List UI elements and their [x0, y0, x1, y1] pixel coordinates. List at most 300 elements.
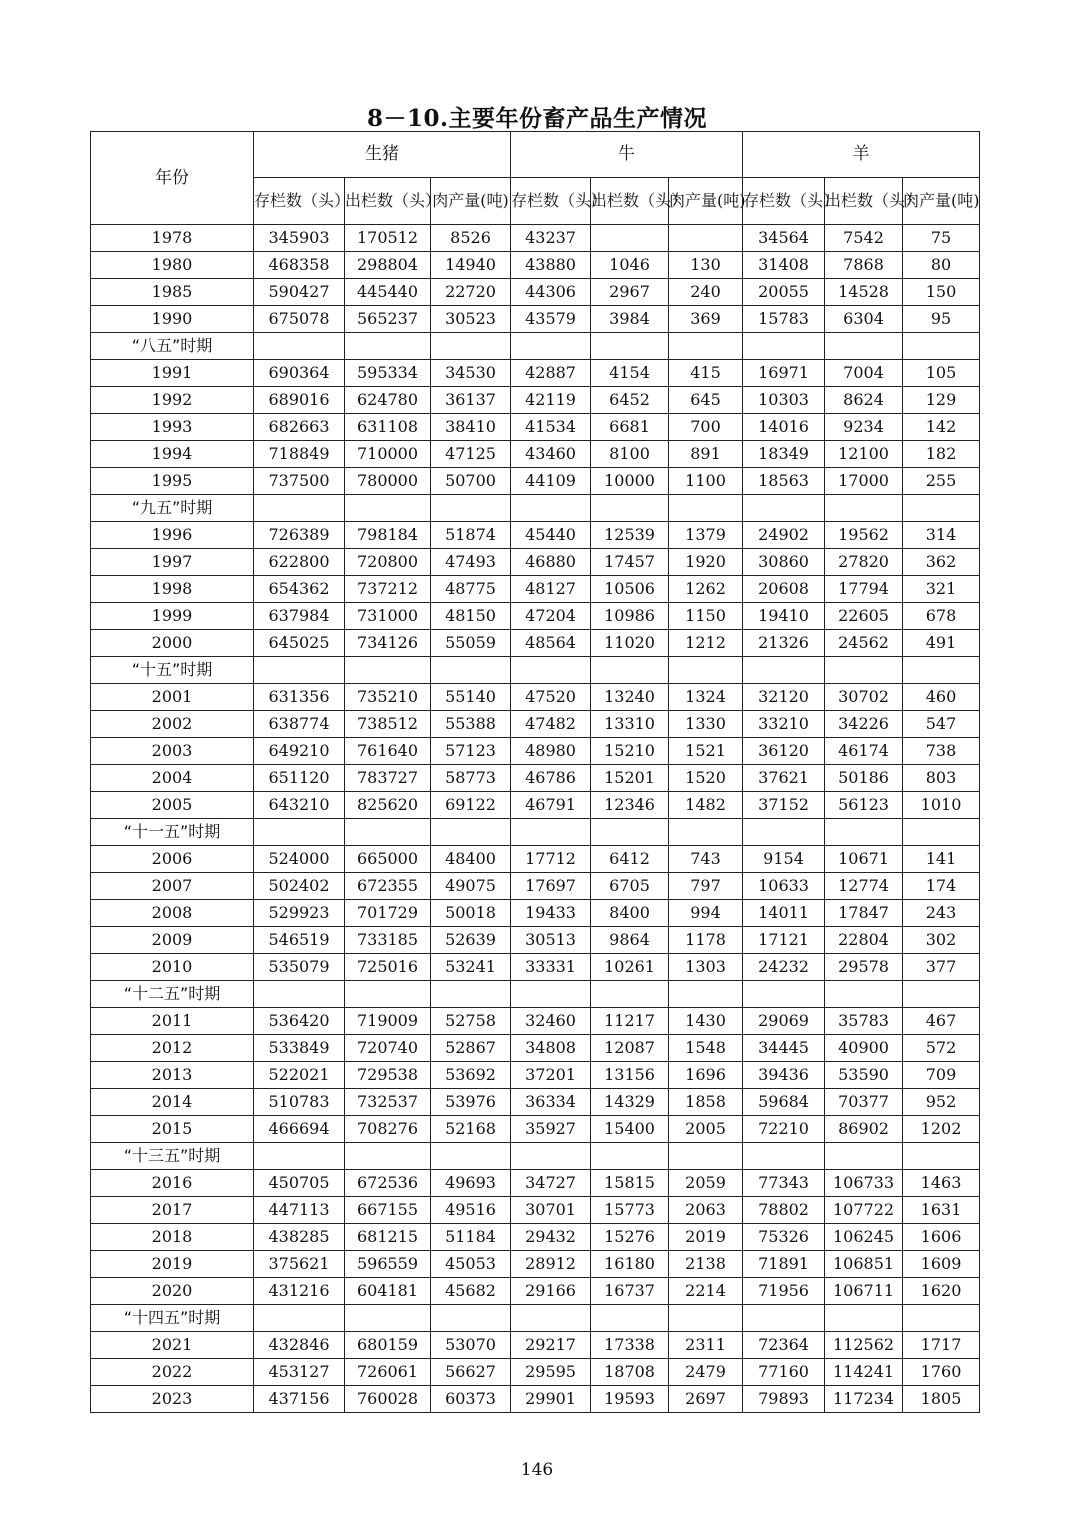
year-cell: 2014: [91, 1089, 254, 1116]
value-cell: 438285: [254, 1224, 345, 1251]
year-cell: 2021: [91, 1332, 254, 1359]
value-cell: 30513: [511, 927, 591, 954]
year-cell: 2010: [91, 954, 254, 981]
value-cell: 17712: [511, 846, 591, 873]
value-cell: 994: [669, 900, 743, 927]
value-cell: 17457: [591, 549, 669, 576]
value-cell: 30523: [431, 306, 511, 333]
subcolumn-header: 存栏数（头）: [743, 178, 825, 225]
value-cell: 78802: [743, 1197, 825, 1224]
value-cell: 4154: [591, 360, 669, 387]
empty-cell: [345, 495, 431, 522]
value-cell: 667155: [345, 1197, 431, 1224]
value-cell: 590427: [254, 279, 345, 306]
value-cell: 637984: [254, 603, 345, 630]
value-cell: 12539: [591, 522, 669, 549]
subcolumn-header: 出栏数（头）: [591, 178, 669, 225]
value-cell: 622800: [254, 549, 345, 576]
value-cell: 19562: [825, 522, 903, 549]
year-cell: 2019: [91, 1251, 254, 1278]
value-cell: 36334: [511, 1089, 591, 1116]
empty-cell: [903, 495, 980, 522]
table-row: [91, 306, 980, 333]
value-cell: 735210: [345, 684, 431, 711]
value-cell: 649210: [254, 738, 345, 765]
value-cell: 710000: [345, 441, 431, 468]
value-cell: 11020: [591, 630, 669, 657]
value-cell: 52639: [431, 927, 511, 954]
year-cell: 2022: [91, 1359, 254, 1386]
value-cell: 45053: [431, 1251, 511, 1278]
value-cell: 27820: [825, 549, 903, 576]
value-cell: 48400: [431, 846, 511, 873]
value-cell: 106851: [825, 1251, 903, 1278]
table-row: [91, 738, 980, 765]
value-cell: 952: [903, 1089, 980, 1116]
value-cell: 69122: [431, 792, 511, 819]
value-cell: 51184: [431, 1224, 511, 1251]
value-cell: 106733: [825, 1170, 903, 1197]
period-row: [91, 1143, 980, 1170]
empty-cell: [669, 1143, 743, 1170]
value-cell: 1482: [669, 792, 743, 819]
value-cell: 114241: [825, 1359, 903, 1386]
value-cell: 1805: [903, 1386, 980, 1413]
value-cell: 44109: [511, 468, 591, 495]
empty-cell: [431, 333, 511, 360]
pig-group-header: 生猪: [254, 132, 511, 178]
value-cell: 38410: [431, 414, 511, 441]
value-cell: 1548: [669, 1035, 743, 1062]
empty-cell: [254, 495, 345, 522]
value-cell: 10633: [743, 873, 825, 900]
value-cell: 12346: [591, 792, 669, 819]
value-cell: 565237: [345, 306, 431, 333]
value-cell: 314: [903, 522, 980, 549]
period-row: [91, 333, 980, 360]
value-cell: 11217: [591, 1008, 669, 1035]
value-cell: 29432: [511, 1224, 591, 1251]
value-cell: 7868: [825, 252, 903, 279]
value-cell: 37152: [743, 792, 825, 819]
table-row: [91, 1035, 980, 1062]
value-cell: 14940: [431, 252, 511, 279]
value-cell: 29595: [511, 1359, 591, 1386]
value-cell: 643210: [254, 792, 345, 819]
value-cell: 431216: [254, 1278, 345, 1305]
empty-cell: [669, 657, 743, 684]
value-cell: 1521: [669, 738, 743, 765]
value-cell: 60373: [431, 1386, 511, 1413]
table-row: [91, 927, 980, 954]
value-cell: 39436: [743, 1062, 825, 1089]
value-cell: 34727: [511, 1170, 591, 1197]
value-cell: 645025: [254, 630, 345, 657]
value-cell: 546519: [254, 927, 345, 954]
value-cell: 345903: [254, 225, 345, 252]
empty-cell: [591, 981, 669, 1008]
value-cell: 75326: [743, 1224, 825, 1251]
value-cell: 672355: [345, 873, 431, 900]
year-cell: 1994: [91, 441, 254, 468]
period-label: “十二五”时期: [91, 981, 254, 1008]
empty-cell: [254, 981, 345, 1008]
period-label: “十五”时期: [91, 657, 254, 684]
value-cell: 1631: [903, 1197, 980, 1224]
value-cell: 48150: [431, 603, 511, 630]
value-cell: 17794: [825, 576, 903, 603]
value-cell: 681215: [345, 1224, 431, 1251]
value-cell: 1150: [669, 603, 743, 630]
value-cell: 732537: [345, 1089, 431, 1116]
value-cell: 718849: [254, 441, 345, 468]
table-row: [91, 1386, 980, 1413]
table-row: [91, 576, 980, 603]
year-cell: 2011: [91, 1008, 254, 1035]
value-cell: 2311: [669, 1332, 743, 1359]
value-cell: 437156: [254, 1386, 345, 1413]
value-cell: 13310: [591, 711, 669, 738]
value-cell: 624780: [345, 387, 431, 414]
subcolumn-header: 出栏数（头）: [345, 178, 431, 225]
empty-cell: [825, 1143, 903, 1170]
value-cell: 726061: [345, 1359, 431, 1386]
value-cell: 36120: [743, 738, 825, 765]
value-cell: 15815: [591, 1170, 669, 1197]
value-cell: 375621: [254, 1251, 345, 1278]
value-cell: 150: [903, 279, 980, 306]
empty-cell: [743, 495, 825, 522]
year-cell: 1978: [91, 225, 254, 252]
table-row: [91, 1224, 980, 1251]
year-cell: 2006: [91, 846, 254, 873]
value-cell: 34808: [511, 1035, 591, 1062]
value-cell: [669, 225, 743, 252]
value-cell: 45682: [431, 1278, 511, 1305]
value-cell: 45440: [511, 522, 591, 549]
value-cell: 432846: [254, 1332, 345, 1359]
value-cell: 2019: [669, 1224, 743, 1251]
value-cell: 737212: [345, 576, 431, 603]
year-cell: 1998: [91, 576, 254, 603]
value-cell: 170512: [345, 225, 431, 252]
empty-cell: [591, 1143, 669, 1170]
value-cell: 48127: [511, 576, 591, 603]
table-row: [91, 846, 980, 873]
subcolumn-header: 肉产量(吨): [431, 178, 511, 225]
value-cell: 761640: [345, 738, 431, 765]
page-number: 146: [520, 1460, 554, 1480]
value-cell: 737500: [254, 468, 345, 495]
header-group-row: [91, 132, 980, 178]
value-cell: 40900: [825, 1035, 903, 1062]
table-row: [91, 1332, 980, 1359]
value-cell: 19410: [743, 603, 825, 630]
value-cell: 719009: [345, 1008, 431, 1035]
value-cell: 377: [903, 954, 980, 981]
value-cell: 798184: [345, 522, 431, 549]
value-cell: 14528: [825, 279, 903, 306]
value-cell: 47204: [511, 603, 591, 630]
value-cell: 130: [669, 252, 743, 279]
value-cell: 29166: [511, 1278, 591, 1305]
period-label: “九五”时期: [91, 495, 254, 522]
table-row: [91, 873, 980, 900]
value-cell: 243: [903, 900, 980, 927]
value-cell: 42119: [511, 387, 591, 414]
value-cell: 24232: [743, 954, 825, 981]
value-cell: 12100: [825, 441, 903, 468]
value-cell: 10506: [591, 576, 669, 603]
value-cell: 2479: [669, 1359, 743, 1386]
value-cell: 678: [903, 603, 980, 630]
empty-cell: [743, 657, 825, 684]
value-cell: 6304: [825, 306, 903, 333]
table-row: [91, 1359, 980, 1386]
value-cell: 10261: [591, 954, 669, 981]
page-title: 8－10.主要年份畜产品生产情况: [366, 105, 708, 132]
value-cell: 53070: [431, 1332, 511, 1359]
value-cell: 15783: [743, 306, 825, 333]
value-cell: 43579: [511, 306, 591, 333]
subcolumn-header: 存栏数（头）: [254, 178, 345, 225]
value-cell: 1324: [669, 684, 743, 711]
value-cell: 55388: [431, 711, 511, 738]
empty-cell: [591, 1305, 669, 1332]
value-cell: 708276: [345, 1116, 431, 1143]
value-cell: 42887: [511, 360, 591, 387]
empty-cell: [825, 1305, 903, 1332]
year-cell: 1990: [91, 306, 254, 333]
value-cell: 44306: [511, 279, 591, 306]
value-cell: 645: [669, 387, 743, 414]
value-cell: 24562: [825, 630, 903, 657]
value-cell: 726389: [254, 522, 345, 549]
value-cell: 22605: [825, 603, 903, 630]
value-cell: 321: [903, 576, 980, 603]
empty-cell: [431, 981, 511, 1008]
value-cell: 547: [903, 711, 980, 738]
value-cell: 1262: [669, 576, 743, 603]
value-cell: 672536: [345, 1170, 431, 1197]
value-cell: 743: [669, 846, 743, 873]
value-cell: 75: [903, 225, 980, 252]
value-cell: 9864: [591, 927, 669, 954]
value-cell: 10303: [743, 387, 825, 414]
value-cell: 29578: [825, 954, 903, 981]
empty-cell: [825, 657, 903, 684]
value-cell: 52168: [431, 1116, 511, 1143]
value-cell: 49516: [431, 1197, 511, 1224]
value-cell: 47493: [431, 549, 511, 576]
value-cell: 32460: [511, 1008, 591, 1035]
empty-cell: [511, 1143, 591, 1170]
value-cell: 760028: [345, 1386, 431, 1413]
value-cell: 71891: [743, 1251, 825, 1278]
value-cell: 53241: [431, 954, 511, 981]
value-cell: 7004: [825, 360, 903, 387]
period-row: [91, 819, 980, 846]
empty-cell: [345, 333, 431, 360]
subcolumn-header: 肉产量(吨): [669, 178, 743, 225]
year-cell: 2012: [91, 1035, 254, 1062]
value-cell: 20055: [743, 279, 825, 306]
value-cell: 18563: [743, 468, 825, 495]
value-cell: 14329: [591, 1089, 669, 1116]
table-row: [91, 792, 980, 819]
value-cell: 665000: [345, 846, 431, 873]
value-cell: 49693: [431, 1170, 511, 1197]
value-cell: 51874: [431, 522, 511, 549]
table-row: [91, 1089, 980, 1116]
value-cell: 21326: [743, 630, 825, 657]
subcolumn-header: 存栏数（头）: [511, 178, 591, 225]
value-cell: 53692: [431, 1062, 511, 1089]
value-cell: 502402: [254, 873, 345, 900]
table-row: [91, 1251, 980, 1278]
value-cell: 56627: [431, 1359, 511, 1386]
value-cell: 106711: [825, 1278, 903, 1305]
empty-cell: [743, 333, 825, 360]
value-cell: 34564: [743, 225, 825, 252]
value-cell: 19433: [511, 900, 591, 927]
value-cell: 30860: [743, 549, 825, 576]
value-cell: 595334: [345, 360, 431, 387]
empty-cell: [903, 657, 980, 684]
value-cell: 675078: [254, 306, 345, 333]
value-cell: 450705: [254, 1170, 345, 1197]
value-cell: 1463: [903, 1170, 980, 1197]
empty-cell: [743, 1143, 825, 1170]
value-cell: 1212: [669, 630, 743, 657]
empty-cell: [669, 333, 743, 360]
value-cell: 106245: [825, 1224, 903, 1251]
value-cell: 701729: [345, 900, 431, 927]
empty-cell: [669, 1305, 743, 1332]
value-cell: 445440: [345, 279, 431, 306]
value-cell: 631108: [345, 414, 431, 441]
value-cell: 57123: [431, 738, 511, 765]
value-cell: 1520: [669, 765, 743, 792]
livestock-production-table: [90, 131, 980, 1413]
table-row: [91, 387, 980, 414]
value-cell: 37621: [743, 765, 825, 792]
value-cell: 53976: [431, 1089, 511, 1116]
period-row: [91, 657, 980, 684]
table-row: [91, 1008, 980, 1035]
table-row: [91, 954, 980, 981]
subcolumn-header: 肉产量(吨): [903, 178, 980, 225]
year-cell: 2005: [91, 792, 254, 819]
value-cell: 49075: [431, 873, 511, 900]
year-cell: 1991: [91, 360, 254, 387]
table-row: [91, 1197, 980, 1224]
table-row: [91, 360, 980, 387]
value-cell: 453127: [254, 1359, 345, 1386]
period-label: “十一五”时期: [91, 819, 254, 846]
empty-cell: [669, 981, 743, 1008]
value-cell: 47125: [431, 441, 511, 468]
value-cell: 50186: [825, 765, 903, 792]
empty-cell: [743, 819, 825, 846]
sheep-group-header: 羊: [743, 132, 980, 178]
value-cell: 55140: [431, 684, 511, 711]
value-cell: 24902: [743, 522, 825, 549]
value-cell: 48980: [511, 738, 591, 765]
table-row: [91, 1116, 980, 1143]
value-cell: 31408: [743, 252, 825, 279]
empty-cell: [743, 1305, 825, 1332]
value-cell: 1620: [903, 1278, 980, 1305]
value-cell: 71956: [743, 1278, 825, 1305]
value-cell: 15276: [591, 1224, 669, 1251]
value-cell: 35783: [825, 1008, 903, 1035]
value-cell: 22720: [431, 279, 511, 306]
empty-cell: [431, 657, 511, 684]
value-cell: 682663: [254, 414, 345, 441]
empty-cell: [903, 1143, 980, 1170]
value-cell: 34445: [743, 1035, 825, 1062]
value-cell: 2063: [669, 1197, 743, 1224]
value-cell: 15400: [591, 1116, 669, 1143]
value-cell: 720800: [345, 549, 431, 576]
value-cell: 1046: [591, 252, 669, 279]
year-cell: 1997: [91, 549, 254, 576]
value-cell: 255: [903, 468, 980, 495]
period-row: [91, 495, 980, 522]
value-cell: 631356: [254, 684, 345, 711]
value-cell: 1178: [669, 927, 743, 954]
year-cell: 2020: [91, 1278, 254, 1305]
value-cell: 1858: [669, 1089, 743, 1116]
value-cell: 142: [903, 414, 980, 441]
value-cell: 803: [903, 765, 980, 792]
value-cell: 709: [903, 1062, 980, 1089]
year-cell: 2004: [91, 765, 254, 792]
value-cell: 20608: [743, 576, 825, 603]
empty-cell: [825, 981, 903, 1008]
value-cell: 46791: [511, 792, 591, 819]
period-label: “八五”时期: [91, 333, 254, 360]
value-cell: 117234: [825, 1386, 903, 1413]
value-cell: 240: [669, 279, 743, 306]
empty-cell: [345, 1143, 431, 1170]
value-cell: 52867: [431, 1035, 511, 1062]
empty-cell: [591, 657, 669, 684]
value-cell: 2059: [669, 1170, 743, 1197]
value-cell: 7542: [825, 225, 903, 252]
value-cell: 15773: [591, 1197, 669, 1224]
value-cell: 731000: [345, 603, 431, 630]
year-cell: 2017: [91, 1197, 254, 1224]
table-row: [91, 468, 980, 495]
empty-cell: [669, 495, 743, 522]
value-cell: 733185: [345, 927, 431, 954]
value-cell: 468358: [254, 252, 345, 279]
value-cell: 2138: [669, 1251, 743, 1278]
value-cell: 298804: [345, 252, 431, 279]
value-cell: 43237: [511, 225, 591, 252]
value-cell: 8526: [431, 225, 511, 252]
empty-cell: [591, 495, 669, 522]
value-cell: 18708: [591, 1359, 669, 1386]
table-row: [91, 549, 980, 576]
value-cell: 141: [903, 846, 980, 873]
value-cell: 510783: [254, 1089, 345, 1116]
value-cell: 783727: [345, 765, 431, 792]
period-label: “十三五”时期: [91, 1143, 254, 1170]
value-cell: 43880: [511, 252, 591, 279]
